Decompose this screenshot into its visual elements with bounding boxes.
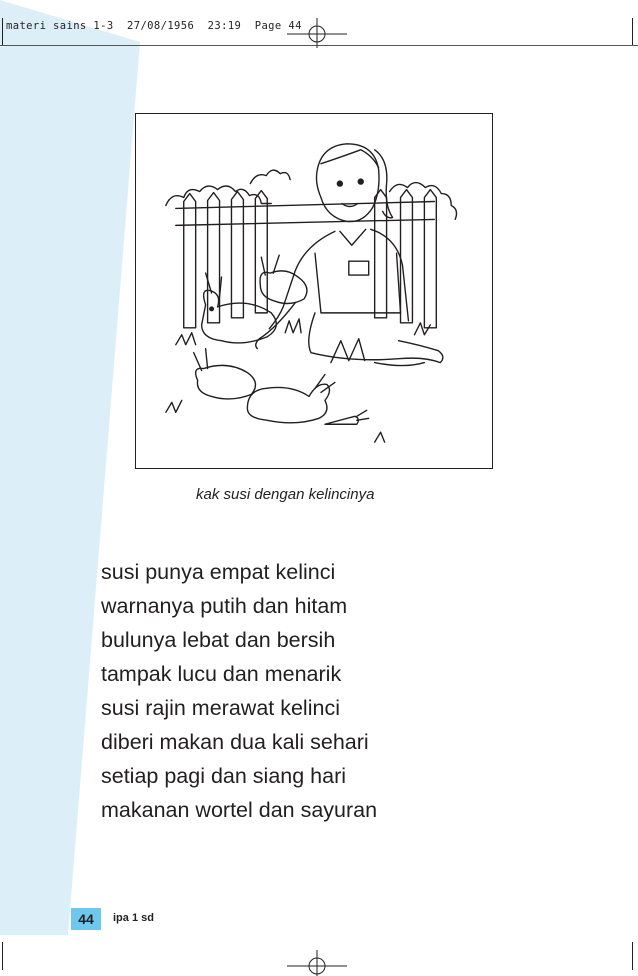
- poem-line: susi punya empat kelinci: [101, 560, 336, 584]
- slug-page: Page 44: [254, 20, 302, 32]
- poem-line: warnanya putih dan hitam: [101, 594, 348, 618]
- slug-date: 27/08/1956: [127, 20, 195, 32]
- girl-with-rabbits-illustration: [136, 114, 492, 468]
- crop-mark-top-left: [2, 18, 3, 46]
- print-slug: [6, 20, 302, 32]
- slug-file: materi sains 1-3: [6, 20, 114, 32]
- poem-line: setiap pagi dan siang hari: [101, 764, 347, 788]
- poem: [101, 555, 377, 827]
- book-title: ipa 1 sd: [113, 912, 154, 924]
- poem-line: bulunya lebat dan bersih: [101, 628, 336, 652]
- crop-mark-bottom-right: [632, 942, 633, 970]
- registration-mark-bottom: [287, 950, 347, 976]
- page-number: 44: [71, 908, 101, 930]
- poem-line: tampak lucu dan menarik: [101, 662, 342, 686]
- illustration-frame: [135, 113, 493, 469]
- poem-line: diberi makan dua kali sehari: [101, 730, 369, 754]
- crop-mark-bottom-left: [2, 942, 3, 970]
- illustration-caption: kak susi dengan kelincinya: [196, 486, 375, 503]
- crop-mark-top-right: [632, 18, 633, 46]
- slug-time: 23:19: [207, 20, 242, 32]
- poem-line: susi rajin merawat kelinci: [101, 696, 340, 720]
- poem-line: makanan wortel dan sayuran: [101, 798, 378, 822]
